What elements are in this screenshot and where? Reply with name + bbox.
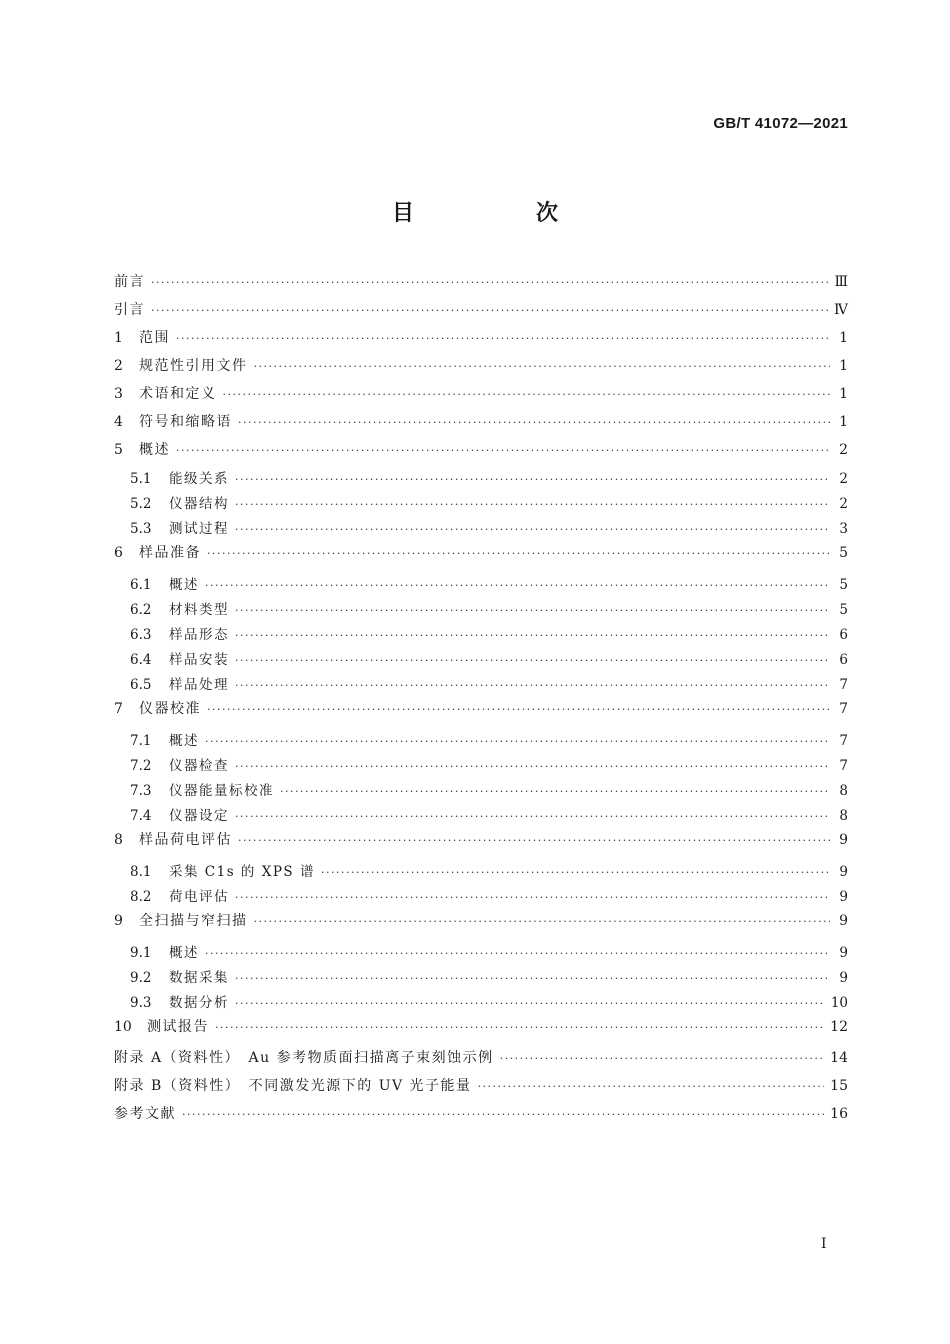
toc-entry-number: 6.4 bbox=[130, 652, 152, 668]
toc-entry[interactable] bbox=[114, 542, 848, 573]
toc-leader-dots bbox=[235, 473, 830, 486]
toc-entry[interactable] bbox=[114, 271, 848, 299]
toc-entry-page: 5 bbox=[839, 545, 848, 561]
toc-entry-page: Ⅳ bbox=[834, 302, 848, 318]
toc-entry-label: 样品处理 bbox=[169, 677, 229, 693]
toc-entry-label: 采集 C1s 的 XPS 谱 bbox=[169, 864, 315, 880]
toc-leader-dots bbox=[238, 416, 830, 429]
toc-leader-dots bbox=[205, 735, 830, 748]
toc-leader-dots bbox=[235, 523, 830, 536]
toc-entry[interactable] bbox=[114, 573, 848, 598]
toc-leader-dots bbox=[151, 304, 828, 317]
toc-entry-page: 12 bbox=[830, 1019, 848, 1035]
toc-entry-label: 样品准备 bbox=[139, 545, 201, 561]
toc-entry-page: 5 bbox=[839, 602, 848, 618]
toc-entry[interactable] bbox=[114, 598, 848, 623]
toc-entry[interactable] bbox=[114, 910, 848, 941]
toc-entry[interactable] bbox=[114, 648, 848, 673]
toc-entry[interactable] bbox=[114, 829, 848, 860]
toc-leader-dots bbox=[207, 547, 830, 560]
toc-entry-page: 14 bbox=[830, 1050, 848, 1066]
toc-leader-dots bbox=[223, 388, 831, 401]
toc-entry-number: 6.3 bbox=[130, 627, 152, 643]
toc-entry-label: 前言 bbox=[114, 274, 145, 290]
toc-entry-label: 样品形态 bbox=[169, 627, 229, 643]
toc-entry-label: 样品安装 bbox=[169, 652, 229, 668]
toc-entry-number: 7.3 bbox=[130, 783, 152, 799]
toc-leader-dots bbox=[151, 276, 828, 289]
toc-leader-dots bbox=[235, 972, 830, 985]
toc-entry-page: 9 bbox=[839, 864, 848, 880]
toc-entry-label: 引言 bbox=[114, 302, 145, 318]
page-folio: Ⅰ bbox=[821, 1236, 827, 1252]
toc-entry-number: 7.2 bbox=[130, 758, 152, 774]
toc-entry-number: 9.1 bbox=[130, 945, 152, 961]
toc-entry-page: 9 bbox=[839, 913, 848, 929]
toc-entry-page: 7 bbox=[839, 733, 848, 749]
toc-entry-label: 测试过程 bbox=[169, 521, 229, 537]
toc-entry-label: 数据采集 bbox=[169, 970, 229, 986]
toc-entry-label: 仪器能量标校准 bbox=[169, 783, 274, 799]
toc-entry-number: 6.5 bbox=[130, 677, 152, 693]
toc-entry-label: 数据分析 bbox=[169, 995, 229, 1011]
toc-leader-dots bbox=[235, 654, 830, 667]
toc-entry-page: Ⅲ bbox=[834, 274, 848, 290]
toc-entry-label: 样品荷电评估 bbox=[139, 832, 232, 848]
toc-entry[interactable] bbox=[114, 411, 848, 439]
toc-entry-page: 1 bbox=[839, 358, 848, 374]
toc-leader-dots bbox=[254, 360, 831, 373]
toc-entry-label: 概述 bbox=[169, 945, 199, 961]
toc-entry[interactable] bbox=[114, 804, 848, 829]
toc-entry-label: 能级关系 bbox=[169, 471, 229, 487]
toc-entry-number: 7 bbox=[114, 701, 123, 717]
toc-entry-number: 1 bbox=[114, 330, 123, 346]
toc-leader-dots bbox=[182, 1108, 824, 1121]
toc-entry[interactable] bbox=[114, 1103, 848, 1131]
toc-entry-page: 16 bbox=[830, 1106, 848, 1122]
toc-entry-number: 8.1 bbox=[130, 864, 152, 880]
toc-entry-label: 仪器检查 bbox=[169, 758, 229, 774]
toc-leader-dots bbox=[238, 834, 830, 847]
toc-leader-dots bbox=[235, 498, 830, 511]
toc-leader-dots bbox=[176, 444, 830, 457]
toc-entry-page: 1 bbox=[839, 330, 848, 346]
toc-entry-label: 仪器结构 bbox=[169, 496, 229, 512]
toc-entry[interactable] bbox=[114, 517, 848, 542]
toc-leader-dots bbox=[235, 760, 830, 773]
toc-entry-page: 15 bbox=[830, 1078, 848, 1094]
toc-entry[interactable] bbox=[114, 492, 848, 517]
toc-entry-page: 8 bbox=[839, 808, 848, 824]
toc-entry-label: 范围 bbox=[139, 330, 170, 346]
toc-entry-page: 7 bbox=[839, 758, 848, 774]
toc-entry-number: 6.2 bbox=[130, 602, 152, 618]
toc-entry-label: 测试报告 bbox=[147, 1019, 209, 1035]
toc-entry[interactable] bbox=[114, 327, 848, 355]
toc-entry-label: 概述 bbox=[169, 733, 199, 749]
toc-leader-dots bbox=[176, 332, 830, 345]
toc-title: 目 次 bbox=[391, 200, 608, 226]
toc-entry-page: 2 bbox=[839, 496, 848, 512]
table-of-contents bbox=[114, 271, 848, 1131]
toc-entry[interactable] bbox=[114, 966, 848, 991]
toc-entry-page: 6 bbox=[839, 627, 848, 643]
toc-entry-number: 5.2 bbox=[130, 496, 152, 512]
toc-entry-number: 6.1 bbox=[130, 577, 152, 593]
toc-entry[interactable] bbox=[114, 299, 848, 327]
toc-entry-page: 5 bbox=[839, 577, 848, 593]
toc-entry-label: 附录 A（资料性） Au 参考物质面扫描离子束刻蚀示例 bbox=[114, 1050, 494, 1066]
toc-entry-page: 7 bbox=[839, 701, 848, 717]
toc-leader-dots bbox=[235, 891, 830, 904]
toc-entry-label: 附录 B（资料性） 不同激发光源下的 UV 光子能量 bbox=[114, 1078, 472, 1094]
toc-entry-page: 9 bbox=[839, 970, 848, 986]
toc-leader-dots bbox=[235, 629, 830, 642]
toc-entry[interactable] bbox=[114, 623, 848, 648]
toc-entry[interactable] bbox=[114, 991, 848, 1016]
toc-leader-dots bbox=[205, 947, 830, 960]
toc-entry-number: 6 bbox=[114, 545, 123, 561]
toc-entry-page: 1 bbox=[839, 386, 848, 402]
toc-entry-label: 术语和定义 bbox=[139, 386, 217, 402]
toc-entry-number: 5 bbox=[114, 442, 123, 458]
toc-entry-label: 参考文献 bbox=[114, 1106, 176, 1122]
toc-entry-label: 仪器校准 bbox=[139, 701, 201, 717]
toc-leader-dots bbox=[254, 915, 831, 928]
toc-entry-number: 9.2 bbox=[130, 970, 152, 986]
toc-leader-dots bbox=[280, 785, 830, 798]
toc-entry-number: 5.3 bbox=[130, 521, 152, 537]
toc-entry-number: 4 bbox=[114, 414, 123, 430]
toc-entry[interactable] bbox=[114, 1016, 848, 1047]
toc-leader-dots bbox=[235, 810, 830, 823]
toc-entry[interactable] bbox=[114, 860, 848, 885]
toc-entry-number: 8.2 bbox=[130, 889, 152, 905]
toc-entry-page: 10 bbox=[830, 995, 848, 1011]
toc-entry[interactable] bbox=[114, 885, 848, 910]
toc-entry-label: 材料类型 bbox=[169, 602, 229, 618]
toc-entry[interactable] bbox=[114, 1075, 848, 1103]
toc-entry-page: 9 bbox=[839, 945, 848, 961]
toc-leader-dots bbox=[321, 866, 830, 879]
toc-entry-number: 9.3 bbox=[130, 995, 152, 1011]
toc-entry[interactable] bbox=[114, 941, 848, 966]
toc-entry-label: 概述 bbox=[139, 442, 170, 458]
toc-leader-dots bbox=[478, 1080, 825, 1093]
toc-entry-page: 2 bbox=[839, 442, 848, 458]
toc-entry-page: 8 bbox=[839, 783, 848, 799]
toc-entry[interactable] bbox=[114, 1047, 848, 1075]
toc-entry[interactable] bbox=[114, 754, 848, 779]
toc-entry-label: 概述 bbox=[169, 577, 199, 593]
toc-entry-number: 9 bbox=[114, 913, 123, 929]
toc-entry-page: 3 bbox=[839, 521, 848, 537]
toc-entry-number: 7.4 bbox=[130, 808, 152, 824]
toc-entry-number: 8 bbox=[114, 832, 123, 848]
toc-leader-dots bbox=[205, 579, 830, 592]
toc-leader-dots bbox=[235, 997, 825, 1010]
toc-entry-page: 9 bbox=[839, 889, 848, 905]
toc-entry[interactable] bbox=[114, 467, 848, 492]
toc-leader-dots bbox=[235, 679, 830, 692]
toc-entry[interactable] bbox=[114, 729, 848, 754]
toc-entry-label: 仪器设定 bbox=[169, 808, 229, 824]
toc-entry-page: 9 bbox=[839, 832, 848, 848]
toc-entry-number: 10 bbox=[114, 1019, 132, 1035]
toc-entry[interactable] bbox=[114, 779, 848, 804]
toc-entry[interactable] bbox=[114, 698, 848, 729]
toc-leader-dots bbox=[215, 1021, 824, 1034]
toc-entry[interactable] bbox=[114, 355, 848, 383]
toc-entry[interactable] bbox=[114, 439, 848, 467]
toc-entry-page: 7 bbox=[839, 677, 848, 693]
toc-entry-number: 7.1 bbox=[130, 733, 152, 749]
toc-entry[interactable] bbox=[114, 673, 848, 698]
toc-entry-page: 6 bbox=[839, 652, 848, 668]
standard-code: GB/T 41072—2021 bbox=[713, 115, 848, 132]
toc-entry-label: 规范性引用文件 bbox=[139, 358, 248, 374]
toc-entry-page: 1 bbox=[839, 414, 848, 430]
toc-leader-dots bbox=[235, 604, 830, 617]
toc-entry-number: 2 bbox=[114, 358, 123, 374]
toc-entry-label: 全扫描与窄扫描 bbox=[139, 913, 248, 929]
toc-entry-number: 3 bbox=[114, 386, 123, 402]
toc-entry-label: 荷电评估 bbox=[169, 889, 229, 905]
toc-entry-page: 2 bbox=[839, 471, 848, 487]
toc-leader-dots bbox=[207, 703, 830, 716]
toc-entry-label: 符号和缩略语 bbox=[139, 414, 232, 430]
toc-entry[interactable] bbox=[114, 383, 848, 411]
toc-leader-dots bbox=[500, 1052, 825, 1065]
toc-entry-number: 5.1 bbox=[130, 471, 152, 487]
